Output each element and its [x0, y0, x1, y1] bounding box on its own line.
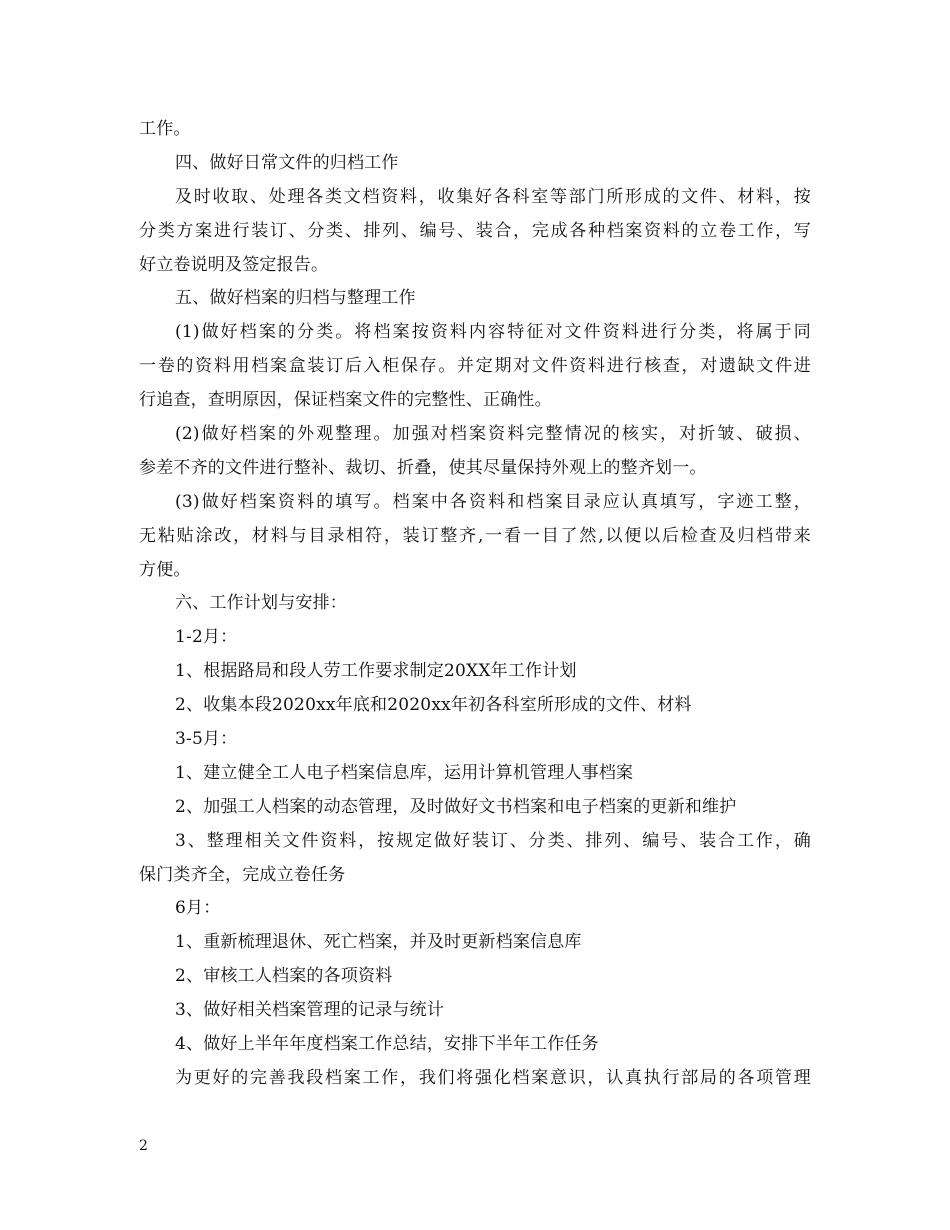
text-line: 无粘贴涂改，材料与目录相符，装订整齐,一看一目了然,以便以后检查及归档带来	[139, 525, 811, 546]
list-item: 2、加强工人档案的动态管理，及时做好文书档案和电子档案的更新和维护	[175, 796, 737, 817]
period-label: 6月：	[175, 898, 221, 919]
list-item: 3、整理相关文件资料，按规定做好装订、分类、排列、编号、装合工作，确	[175, 830, 811, 851]
document-body	[139, 113, 811, 1096]
text-line: 分类方案进行装订、分类、排列、编号、装合，完成各种档案资料的立卷工作，写	[139, 220, 811, 241]
period-label: 3-5月：	[175, 729, 238, 750]
text-line: 保门类齐全，完成立卷任务	[139, 864, 346, 885]
text-line: (3)做好档案资料的填写。档案中各资料和档案目录应认真填写，字迹工整，	[175, 491, 811, 512]
text-line: 一卷的资料用档案盒装订后入柜保存。并定期对文件资料进行核查，对遗缺文件进	[139, 356, 811, 377]
list-item: 3、做好相关档案管理的记录与统计	[175, 1000, 445, 1021]
text-line: 方便。	[139, 559, 191, 580]
text-line: 行追查，查明原因，保证档案文件的完整性、正确性。	[139, 390, 552, 411]
list-item: 2、审核工人档案的各项资料	[175, 966, 393, 987]
section-heading: 六、工作计划与安排：	[175, 593, 347, 614]
text-line: 参差不齐的文件进行整补、裁切、折叠，使其尽量保持外观上的整齐划一。	[139, 457, 707, 478]
text-line: 好立卷说明及签定报告。	[139, 254, 329, 275]
page-number: 2	[139, 1138, 148, 1154]
section-heading: 四、做好日常文件的归档工作	[175, 152, 399, 173]
list-item: 1、重新梳理退休、死亡档案，并及时更新档案信息库	[175, 932, 582, 953]
section-heading: 五、做好档案的归档与整理工作	[175, 288, 416, 309]
list-item: 4、做好上半年年度档案工作总结，安排下半年工作任务	[175, 1034, 599, 1055]
text-line: 为更好的完善我段档案工作，我们将强化档案意识，认真执行部局的各项管理	[175, 1067, 811, 1088]
period-label: 1-2月：	[175, 627, 238, 648]
text-line: (1)做好档案的分类。将档案按资料内容特征对文件资料进行分类，将属于同	[175, 322, 811, 343]
text-line: 及时收取、处理各类文档资料，收集好各科室等部门所形成的文件、材料，按	[175, 186, 811, 207]
list-item: 1、建立健全工人电子档案信息库，运用计算机管理人事档案	[175, 762, 634, 783]
list-item: 2、收集本段2020xx年底和2020xx年初各科室所形成的文件、材料	[175, 695, 692, 716]
list-item: 1、根据路局和段人劳工作要求制定20XX年工作计划	[175, 661, 577, 682]
text-line: (2)做好档案的外观整理。加强对档案资料完整情况的核实，对折皱、破损、	[175, 424, 811, 445]
text-line: 工作。	[139, 119, 191, 139]
